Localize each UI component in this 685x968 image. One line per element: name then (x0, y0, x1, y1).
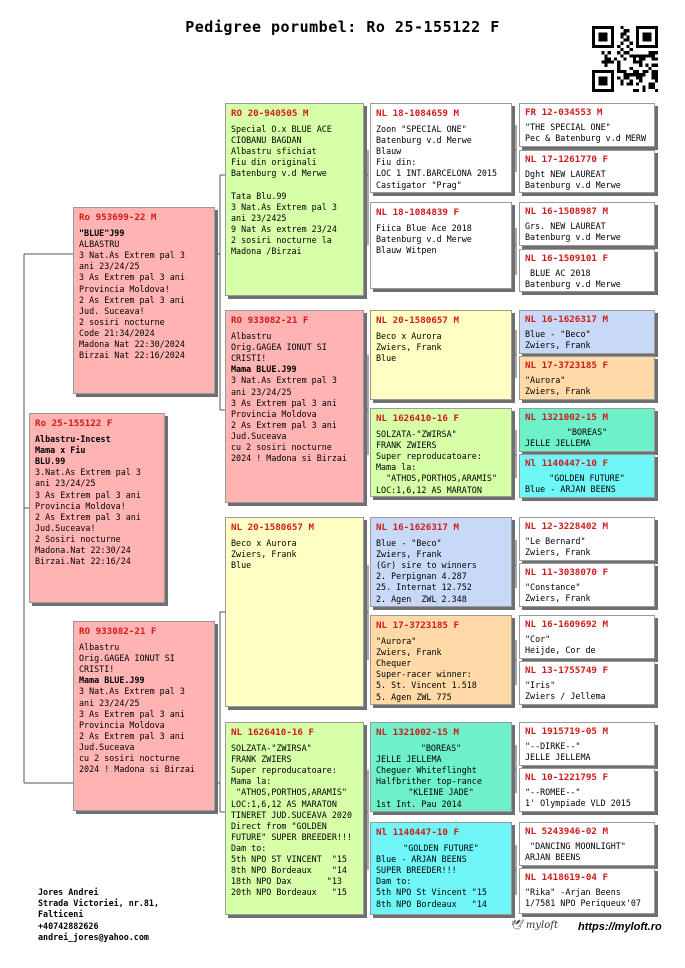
gen5-card (519, 249, 655, 292)
ring-number: NL 5243946-02 M (525, 826, 608, 837)
pedigree-line: Super reproducatoare: (231, 765, 337, 776)
gen5-card (519, 563, 655, 607)
pedigree-line: "DANCING MOONLIGHT" (525, 841, 626, 852)
pedigree-line: Blauw (376, 146, 402, 157)
pedigree-line: SUPER BREEDER!!! (376, 865, 457, 876)
pedigree-line: LOC:1,6,12 AS MARATON (376, 484, 482, 495)
pedigree-line: 1' Olympiade VLD 2015 (525, 798, 631, 809)
pedigree-line: 3 As Extrem pal 3 ani (35, 489, 141, 500)
pedigree-line: 2 As Extrem pal 3 ani (231, 419, 337, 430)
pedigree-line: "ATHOS,PORTHOS,ARAMIS" (231, 787, 347, 798)
pedigree-line: Beco x Aurora (376, 331, 442, 342)
owner-city: Falticeni (38, 909, 84, 920)
dam-dam-card (225, 722, 364, 915)
pedigree-line: Batenburg v.d Merwe (525, 279, 621, 290)
pedigree-line: "Le Bernard" (525, 536, 586, 547)
pedigree-line: cu 2 sosiri nocturne (79, 753, 180, 764)
pedigree-line: 1/7581 NPO Periqueux'07 (525, 898, 641, 909)
gen5-card (519, 768, 655, 812)
pedigree-line: JELLE JELLEMA (525, 752, 591, 763)
pedigree-line: Batenburg v.d Merwe (376, 135, 472, 146)
ggp-card-ssd (370, 202, 512, 289)
ring-number: RO 933082-21 F (231, 315, 309, 326)
pedigree-line: BLU.99 (35, 456, 66, 467)
ring-number: RO 20-940505 M (231, 108, 309, 119)
ring-number: NL 17-3723185 F (525, 360, 608, 371)
gen5-card (519, 150, 655, 193)
page-title: Pedigree porumbel: Ro 25-155122 F (185, 18, 500, 36)
gen5-card (519, 356, 655, 400)
ring-number: NL 10-1221795 F (525, 772, 608, 783)
pedigree-line: Albastru (79, 642, 120, 653)
sire-dam-card (225, 310, 364, 503)
pedigree-line: ani 23/24/25 (79, 261, 140, 272)
pedigree-line: Jud.Suceava (231, 430, 287, 441)
pedigree-line: "BOREAS" (420, 743, 462, 754)
pedigree-line: "Aurora" (376, 636, 417, 647)
pedigree-line: FRANK ZWIERS (376, 440, 437, 451)
pedigree-line: JELLE JELLEMA (525, 438, 591, 449)
pedigree-line: Batenburg v.d Merwe (376, 234, 472, 245)
pedigree-line: Dam to: (231, 842, 267, 853)
pedigree-line: Orig.GAGEA IONUT SI (231, 342, 327, 353)
ring-number: NL 1418619-04 F (525, 872, 608, 883)
ring-number: NL 17-3723185 F (376, 620, 459, 631)
pedigree-line: Heijde, Cor de (525, 645, 596, 656)
pedigree-line: Mama la: (376, 462, 417, 473)
sire-sire-card (225, 103, 364, 296)
gen5-card (519, 103, 655, 147)
pedigree-line: 3 As Extrem pal 3 ani (231, 397, 337, 408)
logo-text: myloft (525, 920, 558, 931)
ring-number: NL 16-1626317 M (525, 314, 608, 325)
pedigree-line: "BOREAS" (566, 427, 608, 438)
ring-number: NL 18-1084839 F (376, 207, 459, 218)
gen5-card (519, 310, 655, 354)
gen5-card (519, 868, 655, 914)
ggp-card-sds (370, 310, 512, 400)
pedigree-line: Castigator "Prag" (376, 179, 462, 190)
pedigree-line: Orig.GAGEA IONUT SI (79, 653, 175, 664)
owner-street: Strada Victoriei, nr.81, (38, 898, 160, 909)
ring-number: NL 1321002-15 M (376, 727, 459, 738)
ring-number: NL 13-1755749 F (525, 665, 608, 676)
ring-number: NL 16-1508987 M (525, 206, 608, 217)
pedigree-line: ani 23/24/25 (35, 478, 96, 489)
pedigree-line: Super reproducatoare: (376, 451, 482, 462)
pedigree-line: 1st Int. Pau 2014 (376, 798, 462, 809)
pedigree-line: Dam to: (376, 876, 412, 887)
ggp-card-dsd (370, 615, 512, 705)
owner-name: Jores Andrei (38, 887, 99, 897)
pedigree-line: "Rika" -Arjan Beens (525, 887, 621, 898)
pedigree-line: Blue - "Beco" (376, 538, 442, 549)
ring-number: NL 1626410-16 F (231, 727, 314, 738)
sire-card (73, 207, 215, 394)
pedigree-line (231, 180, 358, 191)
ring-number: NL 20-1580657 M (376, 315, 459, 326)
pedigree-line: Blue - ARJAN BEENS (525, 484, 616, 495)
pedigree-line: Provincia Moldova (79, 719, 165, 730)
pedigree-line: Blue - ARJAN BEENS (376, 854, 467, 865)
pedigree-line: Birzai Nat 22:16/2024 (79, 350, 185, 361)
pedigree-line: Fiu din originali (231, 157, 317, 168)
pedigree-line: Halfbrither top-rance (376, 776, 482, 787)
pedigree-line: Code 21:34/2024 (79, 327, 155, 338)
pedigree-line: CIOBANU BAGDAN (231, 135, 302, 146)
ring-number: NL 17-1261770 F (525, 154, 608, 165)
pedigree-line: "BLUE"J99 (79, 228, 125, 239)
pedigree-line: Pec & Batenburg v.d MERW (525, 133, 647, 144)
pedigree-line: 2 Sosiri nocturne (35, 533, 121, 544)
pedigree-line: Jud.Suceava! (35, 522, 96, 533)
pedigree-line: 18th NPO Dax "13 (231, 876, 342, 887)
pedigree-line: Provincia Moldova! (79, 283, 170, 294)
pedigree-line: Special O.x BLUE ACE (231, 124, 332, 135)
pedigree-line: ani 23/24/25 (79, 697, 140, 708)
pedigree-line: FUTURE" SUPER BREEDER!!! (231, 831, 353, 842)
pedigree-line: 3 Nat.As Extrem pal 3 (231, 201, 337, 212)
owner-email[interactable]: andrei_jores@yahoo.com (38, 931, 149, 942)
pedigree-line: "--ROMEE--" (525, 787, 581, 798)
ring-number: FR 12-034553 M (525, 107, 603, 118)
pedigree-line: Zwiers, Frank (376, 342, 442, 353)
pedigree-line: 2 As Extrem pal 3 ani (79, 730, 185, 741)
pedigree-line: ani 23/2425 (231, 212, 287, 223)
dam-sire-card (225, 517, 364, 707)
pedigree-line: Blauw Witpen (376, 245, 437, 256)
ring-number: RO 933082-21 F (79, 626, 157, 637)
ggp-card-ddd (370, 822, 512, 915)
pedigree-line: 5. Agen ZWL 775 (376, 691, 452, 702)
pedigree-line: 3 As Extrem pal 3 ani (79, 708, 185, 719)
pedigree-line: "Iris" (525, 680, 556, 691)
owner-phone: +40742882626 (38, 920, 99, 931)
pedigree-line: JELLE JELLEMA (376, 754, 442, 765)
ring-number: Nl 1140447-10 F (525, 458, 608, 469)
pedigree-line: ani 23/24/25 (231, 386, 292, 397)
ggp-card-dds (370, 722, 512, 812)
dam-card (73, 621, 215, 811)
gen5-card (519, 661, 655, 705)
pedigree-line: Super-racer winner: (376, 669, 472, 680)
ggp-card-sss (370, 103, 512, 193)
pedigree-line: FRANK ZWIERS (231, 754, 292, 765)
ring-number: NL 1626410-16 F (376, 413, 459, 424)
pedigree-line: 3 Nat.As Extrem pal 3 (79, 250, 185, 261)
bird-icon: 🕊︎ (510, 920, 523, 931)
pedigree-line: 8th NPO Bordeaux "14 (376, 898, 487, 909)
pedigree-line: 3.Nat.As Extrem pal 3 (35, 467, 141, 478)
pedigree-line: Provincia Moldova! (35, 500, 126, 511)
gen5-card (519, 202, 655, 246)
pedigree-line: Zwiers, Frank (525, 547, 591, 558)
pedigree-line: Albastru (231, 331, 272, 342)
ring-number: NL 1915719-05 M (525, 726, 608, 737)
pedigree-line: Beco x Aurora (231, 538, 297, 549)
pedigree-line: 2024 ! Madona si Birzai (231, 453, 347, 464)
pedigree-line: 20th NPO Bordeaux "15 (231, 887, 347, 898)
pedigree-line: Tata Blu.99 (231, 190, 287, 201)
pedigree-line: Direct from "GOLDEN (231, 820, 327, 831)
pedigree-line: Zwiers, Frank (376, 647, 442, 658)
pedigree-line: "GOLDEN FUTURE" (403, 843, 479, 854)
pedigree-line: 3 Nat.As Extrem pal 3 (79, 686, 185, 697)
pedigree-line: Zwiers, Frank (525, 593, 591, 604)
gen5-card (519, 822, 655, 866)
pedigree-line: 2 As Extrem pal 3 ani (79, 294, 185, 305)
pedigree-line: "Constance" (525, 582, 581, 593)
pedigree-line: Jud. Suceava! (79, 305, 145, 316)
pedigree-line: CRISTI! (231, 353, 267, 364)
pedigree-line: "Cor" (525, 634, 551, 645)
pedigree-line: "KLEINE JADE" (408, 787, 474, 798)
pedigree-line: LOC 1 INT.BARCELONA 2015 (376, 168, 498, 179)
pedigree-line: Jud.Suceava (79, 741, 135, 752)
pedigree-line: Zwiers, Frank (525, 340, 591, 351)
pedigree-line: Batenburg v.d Merwe (231, 168, 327, 179)
pedigree-line: Blue - "Beco" (525, 329, 591, 340)
pedigree-line: "ATHOS,PORTHOS,ARAMIS" (376, 473, 498, 484)
pedigree-line: Provincia Moldova (231, 408, 317, 419)
pedigree-line: 8th NPO Bordeaux "14 (231, 865, 347, 876)
pedigree-line: 5th NPO ST VINCENT "15 (231, 854, 347, 865)
pedigree-line: Blue (376, 353, 397, 364)
pedigree-line: 2024 ! Madona si Birzai (79, 764, 195, 775)
pedigree-line: (Gr) sire to winners (376, 560, 477, 571)
ring-number: Nl 1140447-10 F (376, 827, 459, 838)
pedigree-line: Zwiers, Frank (376, 549, 442, 560)
ring-number: NL 11-3038070 F (525, 567, 608, 578)
pedigree-line: Blue (231, 560, 252, 571)
pedigree-line: LOC:1,6,12 AS MARATON (231, 798, 337, 809)
pedigree-line: Batenburg v.d Merwe (525, 180, 621, 191)
pedigree-line: "THE SPECIAL ONE" (525, 122, 611, 133)
pedigree-line: Mama la: (231, 776, 272, 787)
pedigree-line: Birzai.Nat 22:16/24 (35, 556, 131, 567)
pedigree-line: cu 2 sosiri nocturne (231, 442, 332, 453)
pedigree-line: 5th NPO St Vincent "15 (376, 887, 487, 898)
pedigree-line: Batenburg v.d Merwe (525, 232, 621, 243)
pedigree-line: Cheguer Whiteflinght (376, 765, 477, 776)
pedigree-line: 3 Nat.As Extrem pal 3 (231, 375, 337, 386)
pedigree-line: Mama x Fiu (35, 445, 86, 456)
ring-number: Ro 953699-22 M (79, 212, 157, 223)
gen5-card (519, 408, 655, 452)
pedigree-line: SOLZATA-"ZWIRSA" (376, 429, 457, 440)
pedigree-line: Mama BLUE.J99 (231, 364, 297, 375)
ggp-card-dss (370, 517, 512, 607)
pedigree-line: 2 sosiri nocturne la (231, 235, 332, 246)
pedigree-line: "--DIRKE--" (525, 741, 581, 752)
pedigree-line: Albastru-Incest (35, 434, 111, 445)
pedigree-line: Zwiers / Jellema (525, 691, 606, 702)
pedigree-line: Albastru sfichiat (231, 146, 317, 157)
owner-contact (38, 887, 159, 943)
pedigree-line: Fiica Blue Ace 2018 (376, 223, 472, 234)
pedigree-line: 5. St. Vincent 1.518 (376, 680, 477, 691)
ring-number: NL 12-3228402 M (525, 521, 608, 532)
website-link[interactable]: https://myloft.ro (578, 921, 662, 933)
pedigree-line: CRISTI! (79, 664, 115, 675)
pedigree-line: SOLZATA-"ZWIRSA" (231, 743, 312, 754)
pedigree-line: Fiu din: (376, 157, 417, 168)
pedigree-line: Zwiers, Frank (525, 386, 591, 397)
gen5-card (519, 615, 655, 659)
pedigree-line: 2 sosiri nocturne (79, 316, 165, 327)
pedigree-line: 2. Perpignan 4.287 (376, 571, 467, 582)
pedigree-line: Madona /Birzai (231, 246, 302, 257)
pedigree-line: Grs. NEW LAUREAT (525, 221, 606, 232)
pedigree-line: Zwiers, Frank (231, 549, 297, 560)
pedigree-line: 2 As Extrem pal 3 ani (35, 511, 141, 522)
ring-number: NL 20-1580657 M (231, 522, 314, 533)
pedigree-line: Chequer (376, 658, 412, 669)
pedigree-line: Madona Nat 22:30/2024 (79, 339, 185, 350)
pedigree-line: 25. Internat 12.752 (376, 582, 472, 593)
pedigree-line: BLUE AC 2018 (525, 268, 591, 279)
ring-number: NL 1321002-15 M (525, 412, 608, 423)
ggp-card-sdd (370, 408, 512, 497)
pedigree-line: Zoon "SPECIAL ONE" (376, 124, 467, 135)
ring-number: NL 16-1626317 M (376, 522, 459, 533)
gen5-card (519, 517, 655, 561)
pedigree-line: 3 As Extrem pal 3 ani (79, 272, 185, 283)
pedigree-line: "GOLDEN FUTURE" (549, 473, 625, 484)
subject-pigeon-card (29, 413, 165, 603)
ring-number: NL 16-1609692 M (525, 619, 608, 630)
ring-number: NL 18-1084659 M (376, 108, 459, 119)
pedigree-line: 2. Agen ZWL 2.348 (376, 593, 467, 604)
pedigree-line: ARJAN BEENS (525, 852, 581, 863)
pedigree-line: ALBASTRU (79, 239, 120, 250)
pedigree-line: Mama BLUE.J99 (79, 675, 145, 686)
ring-number: NL 16-1509101 F (525, 253, 608, 264)
pedigree-line: Madona.Nat 22:30/24 (35, 545, 131, 556)
myloft-logo (510, 920, 558, 931)
ring-number: Ro 25-155122 F (35, 418, 113, 429)
pedigree-line: Dght NEW LAUREAT (525, 169, 606, 180)
pedigree-line: 9 Nat As extrem 23/24 (231, 223, 337, 234)
pedigree-line: "Aurora" (525, 375, 566, 386)
gen5-card (519, 454, 655, 498)
gen5-card (519, 722, 655, 766)
pedigree-line: TINERET JUD.SUCEAVA 2020 (231, 809, 353, 820)
